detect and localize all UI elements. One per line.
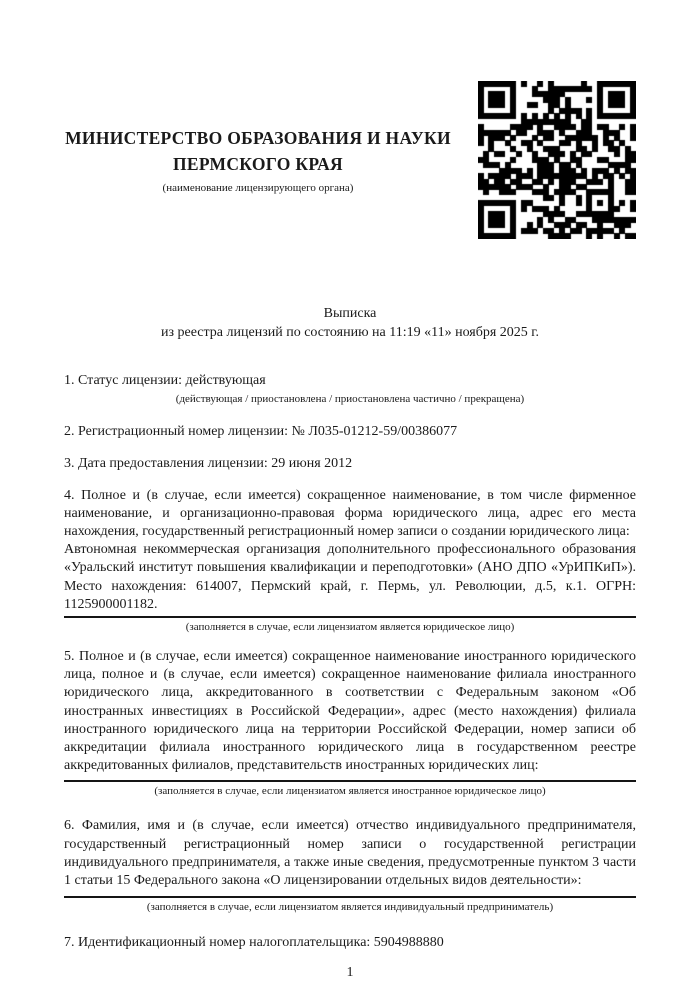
- foreign-entity-label: 5. Полное и (в случае, если имеется) сокращенное наименование иностранного юридического лица, полное и (в случае, если имеется) сокращенное наименование филиала иностранного юридического лица, аккредитованного в соответствии с Федеральным законом «Об иностранных инвестициях в Российской Федерации», адрес (место нахождения) филиала иностранного юридического лица на территории Российской Федерации, номер записи об аккредитации филиала иностранного юридического лица в государственном реестре аккредитованных филиалов, представительств иностранных юридических лиц:: [64, 649, 636, 774]
- item-3-license-date: [64, 455, 636, 473]
- licensing-authority-block: [64, 125, 478, 195]
- license-status-text: 1. Статус лицензии: действующая: [64, 373, 266, 388]
- license-date-text: 3. Дата предоставления лицензии: 29 июня 2012: [64, 456, 353, 472]
- licensing-authority-caption: (наименование лицензирующего органа): [162, 182, 354, 194]
- qr-code: [478, 81, 636, 239]
- item-6-individual-entrepreneur: [64, 817, 636, 914]
- foreign-entity-note: (заполняется в случае, если лицензиатом является иностранное юридическое лицо): [154, 785, 546, 798]
- fill-line: [64, 616, 636, 618]
- item-4-legal-entity: [64, 487, 636, 634]
- item-7-taxpayer-number: [64, 934, 636, 952]
- document-subtitle: из реестра лицензий по состоянию на 11:19 «11» ноября 2025 г.: [161, 325, 539, 340]
- taxpayer-number-text: 7. Идентификационный номер налогоплательщика: 5904988880: [64, 935, 444, 951]
- registration-number-text: 2. Регистрационный номер лицензии: № Л035-01212-59/00386077: [64, 424, 458, 440]
- fill-line: [64, 780, 636, 782]
- item-2-registration-number: [64, 423, 636, 441]
- legal-entity-label: 4. Полное и (в случае, если имеется) сокращенное наименование, в том числе фирменное наименование, и организационно-правовая форма юридического лица, адрес его места нахождения, государственный регистрационный номер записи о создании юридического лица:: [64, 487, 636, 540]
- page-number: 1: [346, 965, 354, 981]
- item-1-license-status: [64, 372, 636, 406]
- license-status-note: (действующая / приостановлена / приостановлена частично / прекращена): [175, 393, 525, 406]
- document-title-block: [64, 304, 636, 342]
- document-title: Выписка: [323, 306, 377, 321]
- individual-entrepreneur-note: (заполняется в случае, если лицензиатом является индивидуальный предприниматель): [146, 901, 554, 914]
- individual-entrepreneur-label: 6. Фамилия, имя и (в случае, если имеется) отчество индивидуального предпринимателя, государственный регистрационный номер записи о государственной регистрации индивидуального предпринимателя, а также иные сведения, предусмотренные пунктом 3 части 1 статьи 15 Федерального закона «О лицензировании отдельных видов деятельности»:: [64, 818, 636, 889]
- legal-entity-note: (заполняется в случае, если лицензиатом является юридическое лицо): [185, 621, 515, 634]
- document-header: [64, 80, 636, 240]
- fill-line: [64, 896, 636, 898]
- licensing-authority-name: МИНИСТЕРСТВО ОБРАЗОВАНИЯ И НАУКИ ПЕРМСКОГО КРАЯ: [65, 128, 451, 174]
- item-5-foreign-entity: [64, 648, 636, 798]
- legal-entity-value: Автономная некоммерческая организация дополнительного профессионального образования «Уральский институт повышения квалификации и переподготовки» (АНО ДПО «УрИПКиП»). Место нахождения: 614007, Пермский край, г. Пермь, ул. Революции, д.5, к.1. ОГРН: 1125900001182.: [64, 542, 636, 612]
